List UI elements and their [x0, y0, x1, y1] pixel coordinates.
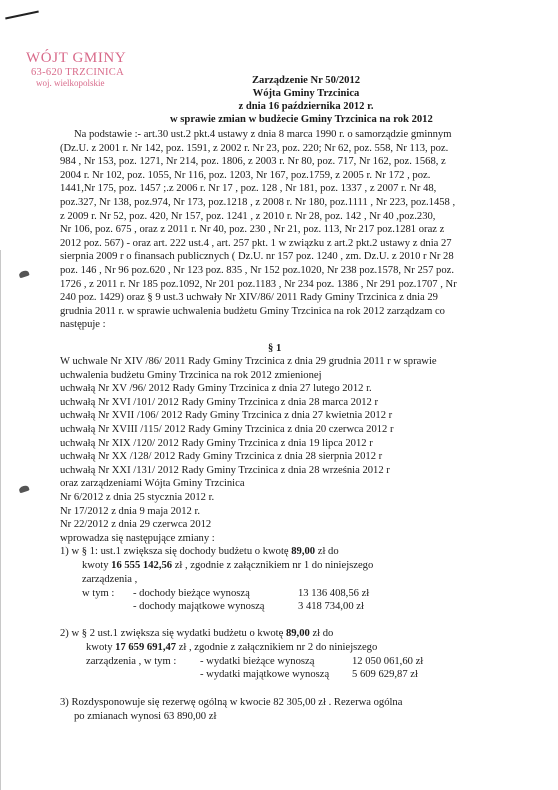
basis-line: grudnia 2011 r. w sprawie uchwalenia budżetu Gminy Trzcinica na rok 2012 zarządzam co: [60, 305, 445, 317]
basis-line: Nr 106, poz. 675 , oraz z 2011 r. Nr 40, poz. 230 , Nr 21, poz. 113, Nr 217 poz.1281 oraz z: [60, 224, 445, 236]
change-3-line-2: po zmianach wynosi 63 890,00 zł: [74, 711, 217, 722]
change-1-row-1-text: - dochody bieżące wynoszą: [133, 588, 250, 599]
amend-line: uchwałą Nr XV /96/ 2012 Rady Gminy Trzcinica z dnia 27 lutego 2012 r.: [60, 383, 372, 395]
basis-line: poz.327, Nr 138, poz.974, Nr 173, poz.1218 , z 2008 r. Nr 180, poz.1111 , Nr 223, poz.1458 ,: [60, 196, 456, 208]
amend-line: uchwałą Nr XVIII /115/ 2012 Rady Gminy Trzcinica z dnia 20 czerwca 2012 r: [60, 423, 394, 435]
document-authority: Wójta Gminy Trzcinica: [252, 88, 360, 99]
change-2-row-2-text: - wydatki majątkowe wynoszą: [200, 669, 330, 680]
change-1-text: zł , zgodnie z załącznikiem nr 1 do niniejszego: [172, 560, 374, 571]
change-2-amount: 89,00: [285, 628, 310, 639]
change-1-total: 16 555 142,56: [111, 560, 173, 571]
change-2-line-3: zarządzenia , w tym :: [86, 656, 177, 667]
basis-line: z 2009 r. Nr 52, poz. 420, Nr 157, poz. 1241 , z 2010 r. Nr 28, poz. 142 , Nr 40 ,poz.230,: [60, 210, 436, 222]
change-1-text: zł do: [315, 546, 339, 557]
page-edge-shadow: [0, 250, 1, 790]
amend-line: uchwałą Nr XVI /101/ 2012 Rady Gminy Trzcinica z dnia 28 marca 2012 r: [60, 396, 379, 408]
basis-line: sierpnia 2009 r o finansach publicznych ( Dz.U. nr 157 poz. 1240 , zm. Dz.U. z 2010 r Nr 28: [60, 251, 454, 263]
change-2-text: 2) w § 2 ust.1 zwiększa się wydatki budżetu o kwotę: [60, 628, 286, 639]
change-2-row-1-value: 12 050 061,60 zł: [352, 656, 424, 667]
change-1-row-1-value: 13 136 408,56 zł: [298, 588, 370, 599]
change-2-row-1-text: - wydatki bieżące wynoszą: [200, 656, 315, 667]
stamp-line-3: woj. wielkopolskie: [36, 78, 105, 88]
basis-line: 2004 r. Nr 102, poz. 1055, Nr 116, poz. 1203, Nr 167, poz.1759, z 2005 r. Nr 172 , poz.: [60, 169, 431, 181]
change-2-text: zł , zgodnie z załącznikiem nr 2 do niniejszego: [176, 642, 378, 653]
pen-mark: [5, 10, 39, 19]
basis-line: (Dz.U. z 2001 r. Nr 142, poz. 1591, z 2002 r. Nr 23, poz. 220; Nr 62, poz. 558, Nr 113, poz.: [60, 142, 449, 154]
change-3-line-1: 3) Rozdysponowuje się rezerwę ogólną w kwocie 82 305,00 zł . Rezerwa ogólna: [60, 697, 403, 708]
amend-line: Nr 17/2012 z dnia 9 maja 2012 r.: [60, 505, 201, 517]
change-1-row-2-text: - dochody majątkowe wynoszą: [133, 601, 265, 612]
punch-hole-mark: [18, 270, 29, 279]
change-1-line-3: zarządzenia ,: [82, 574, 138, 585]
basis-line: 1726 , z 2011 r. Nr 185 poz.1092, Nr 201 poz.1183 , Nr 234 poz. 1386 , Nr 291 poz.1707 , Nr: [60, 278, 457, 290]
change-2-row-2-value: 5 609 629,87 zł: [352, 669, 418, 680]
office-stamp: [26, 50, 126, 88]
change-2-line-1: [60, 627, 333, 641]
legal-basis-paragraph: [60, 128, 506, 332]
basis-line: poz. 146 , Nr 96 poz.620 , Nr 123 poz. 835 , Nr 152 poz.1020, Nr 238 poz.1578, Nr 257 poz.: [60, 264, 454, 276]
amend-line: uchwałą Nr XX /128/ 2012 Rady Gminy Trzcinica z dnia 28 sierpnia 2012 r: [60, 451, 383, 463]
basis-line: 240 poz. 1429) oraz § 9 ust.3 uchwały Nr XIV/86/ 2011 Rady Gminy Trzcinica z dnia 29: [60, 292, 438, 304]
change-1-line-2: [82, 559, 373, 573]
basis-line: Na podstawie :- art.30 ust.2 pkt.4 ustawy z dnia 8 marca 1990 r. o samorządzie gminnym: [74, 129, 452, 140]
document-date: z dnia 16 października 2012 r.: [238, 101, 374, 112]
amend-line: uchwałą Nr XVII /106/ 2012 Rady Gminy Trzcinica z dnia 27 kwietnia 2012 r: [60, 410, 393, 422]
basis-line: 2012 poz. 567) - oraz art. 222 ust.4 , art. 257 pkt. 1 w związku z art.2 pkt.2 ustawy z dnia 27: [60, 237, 452, 249]
change-2-text: kwoty: [86, 642, 116, 653]
amend-line: Nr 6/2012 z dnia 25 stycznia 2012 r.: [60, 491, 215, 503]
basis-line: 984 , Nr 153, poz. 1271, Nr 214, poz. 1806, z 2003 r. Nr 80, poz. 717, Nr 162, poz. 1568, z: [60, 156, 446, 168]
amend-line: uchwalenia budżetu Gminy Trzcinica na rok 2012 zmienionej: [60, 369, 322, 381]
amendment-list: [60, 355, 506, 545]
basis-line: 1441,Nr 175, poz. 1457 ;.z 2006 r. Nr 17 , poz. 128 , Nr 181, poz. 1337 , z 2007 r. Nr 48,: [60, 183, 437, 195]
document-subject: w sprawie zmian w budżecie Gminy Trzcinica na rok 2012: [170, 114, 433, 125]
punch-hole-mark: [18, 485, 29, 494]
change-1-amount: 89,00: [291, 546, 316, 557]
amend-line: oraz zarządzeniami Wójta Gminy Trzcinica: [60, 478, 245, 490]
basis-line: następuje :: [60, 319, 106, 331]
stamp-line-2: 63-620 TRZCINICA: [31, 67, 124, 78]
amend-line: wprowadza się następujące zmiany :: [60, 532, 215, 544]
amend-line: uchwałą Nr XXI /131/ 2012 Rady Gminy Trzcinica z dnia 28 września 2012 r: [60, 464, 390, 476]
amend-line: uchwałą Nr XIX /120/ 2012 Rady Gminy Trzcinica z dnia 19 lipca 2012 r: [60, 437, 373, 449]
change-2-total: 17 659 691,47: [115, 642, 177, 653]
change-1-row-2-value: 3 418 734,00 zł: [298, 601, 364, 612]
section-mark: § 1: [268, 343, 282, 354]
change-1-text: kwoty: [82, 560, 112, 571]
stamp-line-1: WÓJT GMINY: [26, 50, 127, 66]
change-2-text: zł do: [309, 628, 334, 639]
change-1-text: 1) w § 1: ust.1 zwiększa się dochody budżetu o kwotę: [60, 546, 292, 557]
change-1-line-1: [60, 545, 339, 559]
change-2-line-2: [86, 641, 377, 655]
amend-line: Nr 22/2012 z dnia 29 czerwca 2012: [60, 519, 212, 531]
document-header: [170, 74, 433, 126]
amend-line: W uchwale Nr XIV /86/ 2011 Rady Gminy Trzcinica z dnia 29 grudnia 2011 r w sprawie: [60, 356, 437, 367]
document-title: Zarządzenie Nr 50/2012: [251, 75, 361, 86]
change-1-row-label: w tym :: [82, 588, 115, 599]
